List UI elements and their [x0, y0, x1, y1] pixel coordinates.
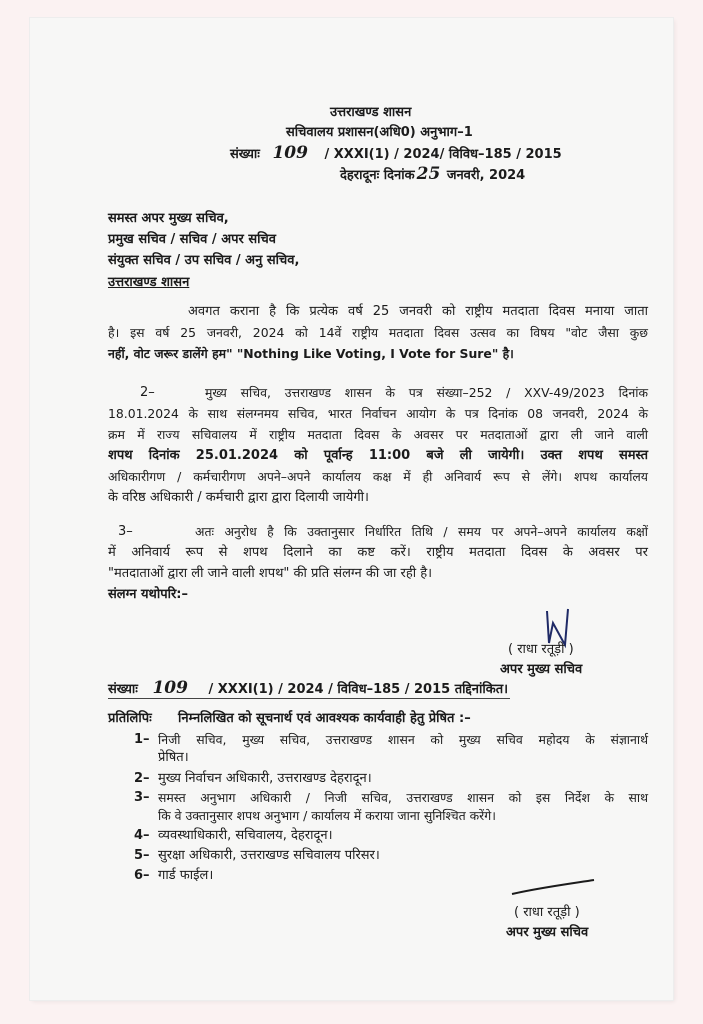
reference-code: / XXXI(1) / 2024/ विविध–185 / 2015	[324, 147, 562, 162]
endorsement-code: / XXXI(1) / 2024 / विविध–185 / 2015 तद्दिनांकित।	[208, 682, 509, 697]
para2-line: अधिकारीगण / कर्मचारीगण अपने–अपने कार्यालय कक्ष में ही अनिवार्य रूप से लेंगे। शपथ कार्यालय	[108, 469, 648, 484]
issue-date	[340, 166, 525, 184]
addressee-line: समस्त अपर मुख्य सचिव,	[108, 211, 229, 226]
reference-number	[230, 145, 562, 163]
copy-item-text: कि वे उक्तानुसार शपथ अनुभाग / कार्यालय में कराया जाना सुनिश्चित करेंगे।	[158, 808, 496, 823]
para2-line: शपथ दिनांक 25.01.2024 को पूर्वान्ह 11:00 बजे ली जायेगी। उक्त शपथ समस्त	[108, 448, 648, 463]
signature-stroke	[508, 878, 598, 898]
addressee-government: उत्तराखण्ड शासन	[108, 275, 190, 290]
addressee-line: संयुक्त सचिव / उप सचिव / अनु सचिव,	[108, 253, 300, 268]
para1-line: नहीं, वोट जरूर डालेंगे हम" "Nothing Like Voting, I Vote for Sure" है।	[108, 346, 514, 361]
copy-item-text: व्यवस्थाधिकारी, सचिवालय, देहरादून।	[158, 828, 333, 843]
copy-item-text: निजी सचिव, मुख्य सचिव, उत्तराखण्ड शासन को मुख्य सचिव महोदय के संज्ञानार्थ	[158, 732, 648, 747]
copy-item-text: समस्त अनुभाग अधिकारी / निजी सचिव, उत्तराखण्ड शासन को इस निर्देश के साथ	[158, 790, 648, 805]
reference-handwritten-number: 109	[272, 143, 308, 163]
copy-intro: निम्नलिखित को सूचनार्थ एवं आवश्यक कार्यवाही हेतु प्रेषित :–	[178, 711, 471, 726]
para1-line: है। इस वर्ष 25 जनवरी, 2024 को 14वें राष्ट्रीय मतदाता दिवस उत्सव का विषय "वोट जैसा कुछ	[108, 325, 648, 340]
endorsement-label: संख्याः	[108, 682, 138, 697]
signatory2-name: ( राधा रतूड़ी )	[514, 905, 580, 920]
copy-item-number: 6–	[134, 868, 150, 883]
copy-item-text: मुख्य निर्वाचन अधिकारी, उत्तराखण्ड देहरादून।	[158, 771, 372, 786]
copy-item-number: 3–	[134, 790, 150, 805]
para2-line: के वरिष्ठ अधिकारी / कर्मचारी द्वारा द्वारा दिलायी जायेगी।	[108, 490, 369, 505]
endorsement-handwritten-number: 109	[152, 678, 188, 698]
para3-line: में अनिवार्य रूप से शपथ दिलाने का कष्ट करें। राष्ट्रीय मतदाता दिवस के अवसर पर	[108, 545, 648, 560]
signatory-name: ( राधा रतूड़ी )	[508, 642, 574, 657]
copy-item-number: 2–	[134, 771, 150, 786]
reference-label: संख्याः	[230, 147, 260, 162]
enclosure-note: संलग्न यथोपरि:–	[108, 587, 188, 602]
copy-item-text: प्रेषित।	[158, 750, 189, 765]
header-department: उत्तराखण्ड शासन	[330, 105, 412, 120]
date-suffix: जनवरी, 2024	[446, 168, 526, 183]
endorsement-number	[108, 680, 508, 698]
para3-number: 3–	[118, 524, 133, 539]
header-section: सचिवालय प्रशासन(अधि0) अनुभाग–1	[286, 125, 473, 140]
para1-line: अवगत कराना है कि प्रत्येक वर्ष 25 जनवरी को राष्ट्रीय मतदाता दिवस मनाया जाता	[188, 304, 648, 319]
copy-item-number: 5–	[134, 848, 150, 863]
copy-item-text: गार्ड फाईल।	[158, 868, 214, 883]
para2-line: 18.01.2024 के साथ संलग्नमय सचिव, भारत निर्वाचन आयोग के पत्र दिनांक 08 जनवरी, 2024 के	[108, 406, 648, 421]
signatory2-designation: अपर मुख्य सचिव	[506, 925, 589, 940]
para3-line: "मतदाताओं द्वारा ली जाने वाली शपथ" की प्रति संलग्न की जा रही है।	[108, 566, 433, 581]
date-prefix: देहरादूनः दिनांक	[340, 168, 415, 183]
para2-number: 2–	[140, 385, 155, 400]
para2-line: मुख्य सचिव, उत्तराखण्ड शासन के पत्र संख्या–252 / XXV-49/2023 दिनांक	[205, 385, 648, 400]
para3-line: अतः अनुरोध है कि उक्तानुसार निर्धारित तिथि / समय पर अपने–अपने कार्यालय कक्षों	[195, 524, 648, 539]
copy-item-text: सुरक्षा अधिकारी, उत्तराखण्ड सचिवालय परिसर।	[158, 848, 380, 863]
date-handwritten-day: 25	[416, 164, 441, 184]
copy-item-number: 4–	[134, 828, 150, 843]
copy-label: प्रतिलिपिः	[108, 711, 152, 726]
letter-page	[30, 18, 673, 1000]
copy-item-number: 1–	[134, 732, 150, 747]
addressee-line: प्रमुख सचिव / सचिव / अपर सचिव	[108, 232, 277, 247]
signatory-designation: अपर मुख्य सचिव	[500, 662, 583, 677]
endorsement-underline	[108, 698, 510, 699]
para2-line: क्रम में राज्य सचिवालय में राष्ट्रीय मतदाता दिवस के अवसर पर मतदाताओं द्वारा ली जाने वाली	[108, 427, 648, 442]
